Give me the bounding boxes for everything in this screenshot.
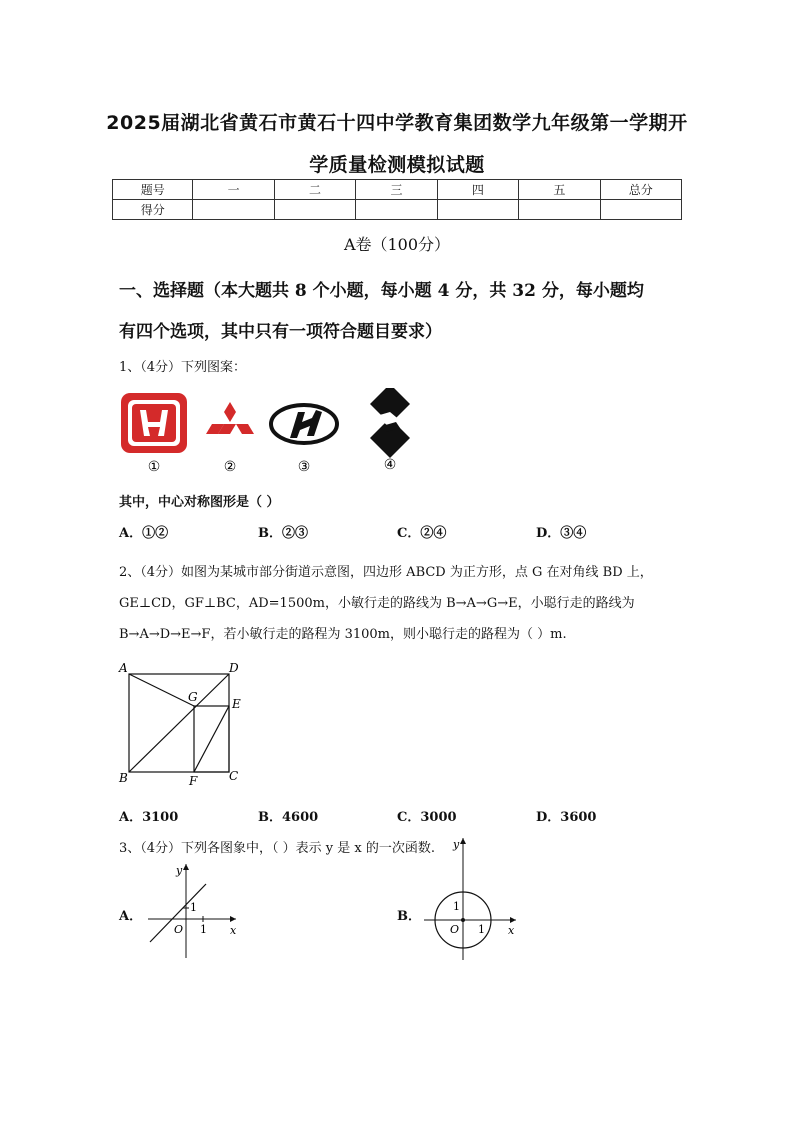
title-line-2: 学质量检测模拟试题 xyxy=(309,154,485,176)
q2-line-2: GE⊥CD，GF⊥BC，AD=1500m，小敏行走的路线为 B→A→G→E，小聪行走的路线为 xyxy=(119,596,635,611)
title-line-1: 2025届湖北省黄石市黄石十四中学教育集团数学九年级第一学期开 xyxy=(106,112,688,134)
q1-option-b[interactable]: B．②③ xyxy=(258,526,308,541)
axis-x-label-b: x xyxy=(508,924,515,937)
axis-y-label-b: y xyxy=(453,838,460,851)
logo-2-diamonds-icon xyxy=(206,402,254,434)
score-cell[interactable] xyxy=(274,200,355,220)
logo-1-h-icon xyxy=(121,393,187,453)
x-one-label-a: 1 xyxy=(200,923,207,936)
score-table-header-row xyxy=(113,180,682,200)
q3-graph-b-circle xyxy=(420,834,520,962)
score-table xyxy=(112,179,682,220)
logo-3-oval-h-icon xyxy=(271,405,337,443)
point-label-e: E xyxy=(232,697,241,711)
q2-line-3: B→A→D→E→F，若小敏行走的路程为 3100m，则小聪行走的路程为（ ）m. xyxy=(119,627,567,642)
score-header-cell: 总分 xyxy=(600,180,681,200)
q1-option-d[interactable]: D．③④ xyxy=(536,526,587,541)
q2-line-1: 2、（4分）如图为某城市部分街道示意图，四边形 ABCD 为正方形，点 G 在对角线 BD 上， xyxy=(119,565,653,580)
logo-label-2: ② xyxy=(223,459,237,475)
q1-stem: 1、（4分）下列图案： xyxy=(119,360,247,375)
part1-heading-line1: 一、选择题（本大题共 8 个小题，每小题 4 分，共 32 分，每小题均 xyxy=(119,281,644,301)
score-header-cell: 题号 xyxy=(113,180,193,200)
score-cell[interactable] xyxy=(356,200,437,220)
point-label-a: A xyxy=(119,661,128,675)
q1-logos xyxy=(118,388,418,478)
y-one-label-b: 1 xyxy=(453,900,460,913)
score-row-label: 得分 xyxy=(113,200,193,220)
q2-option-d[interactable]: D．3600 xyxy=(536,810,597,825)
q1-option-c[interactable]: C．②④ xyxy=(397,526,447,541)
point-label-f: F xyxy=(189,774,198,788)
q3-stem: 3、（4分）下列各图象中，（ ）表示 y 是 x 的一次函数. xyxy=(119,841,436,856)
y-one-label-a: 1 xyxy=(190,901,197,914)
q3-graph-a-line xyxy=(144,860,240,960)
x-one-label-b: 1 xyxy=(478,923,485,936)
q2-option-a[interactable]: A．3100 xyxy=(119,810,179,825)
section-a-heading: A卷（100分） xyxy=(343,235,451,254)
score-cell[interactable] xyxy=(519,200,600,220)
q1-option-a[interactable]: A．①② xyxy=(119,526,169,541)
q2-square-diagram xyxy=(116,658,246,788)
score-header-cell: 四 xyxy=(437,180,518,200)
point-label-d: D xyxy=(229,661,239,675)
q2-option-c[interactable]: C．3000 xyxy=(397,810,457,825)
point-label-c: C xyxy=(229,769,239,783)
q3-option-b[interactable]: B． xyxy=(397,909,421,924)
score-header-cell: 三 xyxy=(356,180,437,200)
score-cell[interactable] xyxy=(193,200,274,220)
score-cell[interactable] xyxy=(437,200,518,220)
q2-option-b[interactable]: B．4600 xyxy=(258,810,319,825)
axis-y-label-a: y xyxy=(176,864,183,877)
score-header-cell: 一 xyxy=(193,180,274,200)
q3-option-a[interactable]: A． xyxy=(119,909,143,924)
origin-label-b: O xyxy=(450,923,460,936)
score-table-score-row xyxy=(113,200,682,220)
logo-4-black-diamonds-icon xyxy=(370,388,410,458)
logo-label-1: ① xyxy=(147,459,161,475)
logo-label-4: ④ xyxy=(383,457,397,473)
point-label-g: G xyxy=(188,690,198,704)
part1-heading-line2: 有四个选项，其中只有一项符合题目要求） xyxy=(119,322,442,342)
score-cell[interactable] xyxy=(600,200,681,220)
origin-label-a: O xyxy=(174,923,184,936)
score-header-cell: 二 xyxy=(274,180,355,200)
logo-label-3: ③ xyxy=(297,459,311,475)
score-header-cell: 五 xyxy=(519,180,600,200)
q1-ask: 其中，中心对称图形是（ ） xyxy=(119,495,280,510)
point-label-b: B xyxy=(119,771,128,785)
axis-x-label-a: x xyxy=(230,924,237,937)
